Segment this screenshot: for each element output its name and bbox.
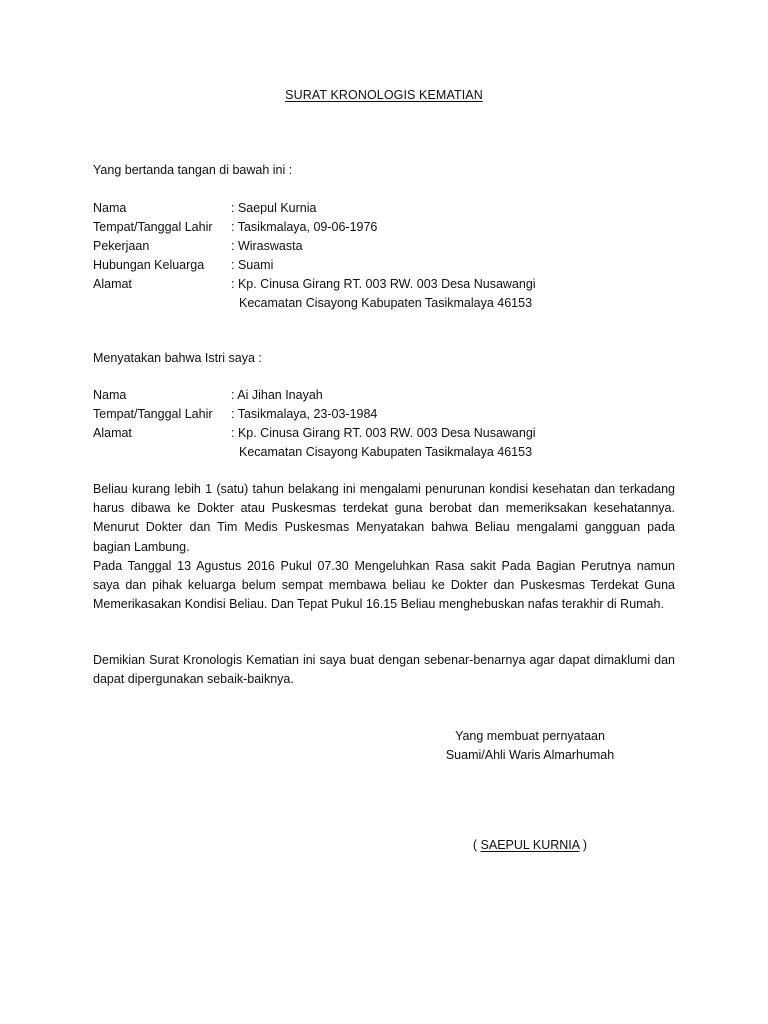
field-label: Hubungan Keluarga bbox=[93, 258, 205, 272]
closing-text: Demikian Surat Kronologis Kematian ini saya buat dengan sebenar-benarnya agar dapat dimaklumi dan dapat dipergunakan sebaik-baiknya. bbox=[93, 653, 675, 687]
deceased-field-name bbox=[93, 386, 693, 405]
chronology-paragraph: Pada Tanggal 13 Agustus 2016 Pukul 07.30 Mengeluhkan Rasa sakit Pada Bagian Perutnya namun saya dan pihak keluarga belum sempat membawa beliau ke Dokter dan Puskesmas Terdekat Guna Memerikasakan Kondisi Beliau. Dan Tepat Pukul 16.15 Beliau menghebuskan nafas terakhir di Rumah. bbox=[93, 558, 675, 612]
declarant-field-birth bbox=[93, 218, 693, 237]
chronology-paragraph: Beliau kurang lebih 1 (satu) tahun belakang ini mengalami penurunan kondisi kesehatan dan terkadang harus dibawa ke Dokter atau Puskesmas terdekat guna berobat dan memeriksakan kesehatannya. Menurut Dokter dan Tim Medis Puskesmas Menyatakan bahwa Beliau mengalami gangguan pada bagian Lambung. bbox=[93, 482, 675, 554]
field-label: Alamat bbox=[93, 426, 132, 440]
close-paren: ) bbox=[579, 838, 588, 852]
signature-line-2: Suami/Ahli Waris Almarhumah bbox=[445, 748, 615, 762]
declarant-field-relationship bbox=[93, 256, 693, 275]
field-label: Tempat/Tanggal Lahir bbox=[93, 220, 213, 234]
field-value: : Tasikmalaya, 09-06-1976 bbox=[231, 220, 378, 234]
declarant-field-name bbox=[93, 199, 693, 218]
field-label: Nama bbox=[93, 388, 127, 402]
deceased-field-address bbox=[93, 424, 693, 443]
open-paren: ( bbox=[472, 838, 481, 852]
document-title-text: SURAT KRONOLOGIS KEMATIAN bbox=[285, 88, 483, 102]
statement-intro: Menyatakan bahwa Istri saya : bbox=[93, 351, 262, 365]
deceased-details bbox=[93, 386, 693, 462]
field-value: : Saepul Kurnia bbox=[231, 201, 317, 215]
field-value: : Suami bbox=[231, 258, 274, 272]
field-value: : Kp. Cinusa Girang RT. 003 RW. 003 Desa Nusawangi bbox=[231, 426, 536, 440]
declarant-field-occupation bbox=[93, 237, 693, 256]
intro-text: Yang bertanda tangan di bawah ini : bbox=[93, 163, 293, 177]
deceased-address-continuation: Kecamatan Cisayong Kabupaten Tasikmalaya 46153 bbox=[239, 445, 533, 459]
signatory-name-text: SAEPUL KURNIA bbox=[480, 838, 580, 852]
field-label: Nama bbox=[93, 201, 127, 215]
field-value: : Kp. Cinusa Girang RT. 003 RW. 003 Desa Nusawangi bbox=[231, 277, 536, 291]
declarant-details bbox=[93, 199, 693, 313]
document-title bbox=[0, 88, 768, 102]
declarant-field-address bbox=[93, 275, 693, 294]
signature-block bbox=[420, 727, 640, 765]
signature-line-1: Yang membuat pernyataan bbox=[455, 729, 605, 743]
field-value: : Wiraswasta bbox=[231, 239, 303, 253]
field-label: Tempat/Tanggal Lahir bbox=[93, 407, 213, 421]
deceased-field-birth bbox=[93, 405, 693, 424]
signatory-name bbox=[420, 838, 640, 852]
field-label: Alamat bbox=[93, 277, 132, 291]
closing-paragraph bbox=[93, 651, 675, 689]
declarant-address-continuation: Kecamatan Cisayong Kabupaten Tasikmalaya 46153 bbox=[239, 296, 533, 310]
field-value: : Tasikmalaya, 23-03-1984 bbox=[231, 407, 378, 421]
field-value: : Ai Jihan Inayah bbox=[231, 388, 323, 402]
field-label: Pekerjaan bbox=[93, 239, 150, 253]
chronology-body bbox=[93, 480, 675, 614]
